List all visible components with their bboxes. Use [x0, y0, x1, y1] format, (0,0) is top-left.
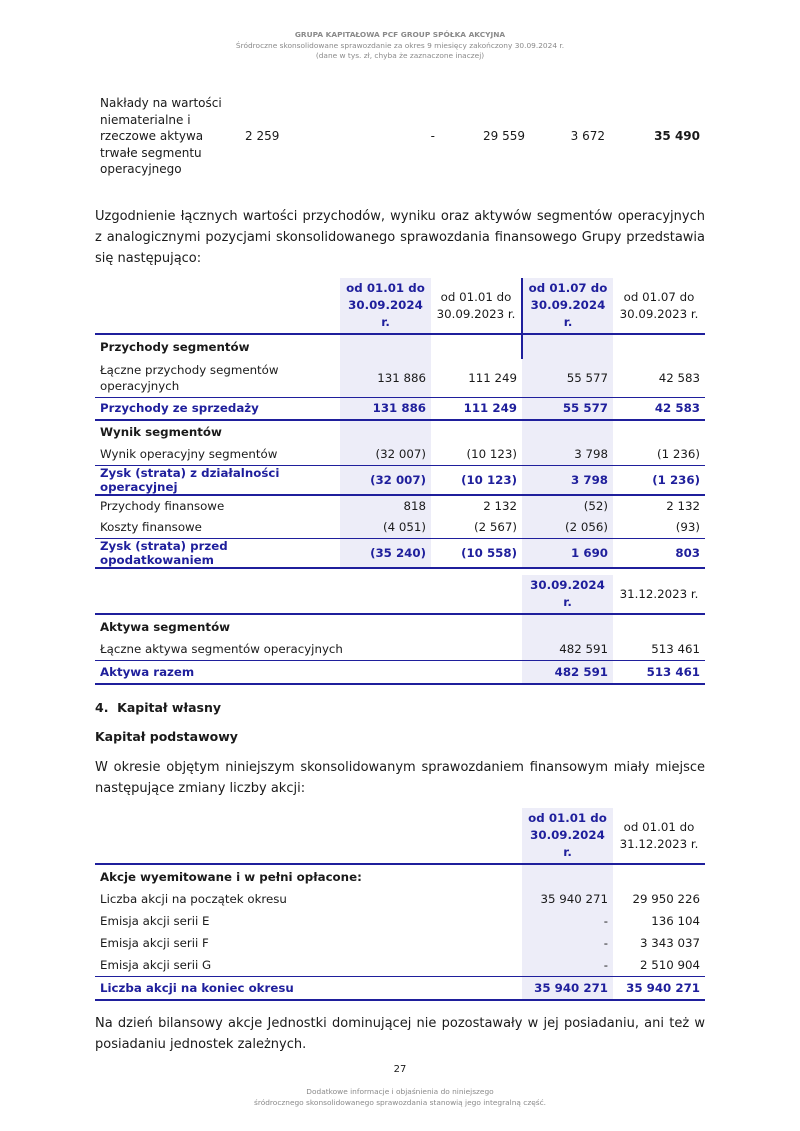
table-row: Przychody ze sprzedaży 131 886 111 249 55 577 42 583: [95, 397, 705, 420]
reconciliation-paragraph: Uzgodnienie łącznych wartości przychodów, wyniku oraz aktywów segmentów operacyjnych z analogicznymi pozycjami skonsolidowanego sprawozdania finansowego Grupy przedstawia się następująco:: [95, 209, 705, 266]
shares-table: [95, 808, 705, 1001]
t1-header-col4: od 01.07 do 30.09.2023 r.: [613, 278, 705, 334]
capex-value-4: 3 672: [570, 129, 605, 144]
t1-header-col2: od 01.01 do 30.09.2023 r.: [431, 278, 522, 334]
table-row: Emisja akcji serii F - 3 343 037: [95, 932, 705, 954]
table-row: Łączne aktywa segmentów operacyjnych 482 591 513 461: [95, 638, 705, 660]
segment-assets-table: [95, 575, 705, 685]
t1-header-col1: od 01.01 do 30.09.2024 r.: [340, 278, 431, 334]
capex-value-total: 35 490: [654, 129, 700, 144]
header-units-note: (dane w tys. zł, chyba że zaznaczone inaczej): [315, 51, 485, 60]
table-row: Koszty finansowe (4 051) (2 567) (2 056) (93): [95, 517, 705, 539]
treasury-shares-paragraph: Na dzień bilansowy akcje Jednostki dominującej nie pozostawały w jej posiadaniu, ani też w posiadaniu jednostek zależnych.: [95, 1016, 705, 1052]
t3-header-col2: od 01.01 do 31.12.2023 r.: [613, 808, 705, 864]
subsection-heading: Kapitał podstawowy: [95, 729, 238, 744]
table-row: Zysk (strata) z działalności operacyjnej (32 007) (10 123) 3 798 (1 236): [95, 465, 705, 495]
page-header: [0, 30, 800, 62]
capex-label: Nakłady na wartości niematerialne i rzeczowe aktywa trwałe segmentu operacyjnego: [100, 96, 222, 176]
capex-row: [95, 95, 705, 178]
footer-line-1: Dodatkowe informacje i objaśnienia do niniejszego: [306, 1087, 494, 1096]
t1-header-col3: od 01.07 do 30.09.2024 r.: [522, 278, 613, 334]
t3-header-col1: od 01.01 do 30.09.2024 r.: [522, 808, 613, 864]
table-row: Przychody finansowe 818 2 132 (52) 2 132: [95, 495, 705, 517]
segments-reconciliation-table: [95, 278, 705, 569]
header-company: GRUPA KAPITAŁOWA PCF GROUP SPÓŁKA AKCYJNA: [294, 30, 506, 39]
shares-paragraph: W okresie objętym niniejszym skonsolidowanym sprawozdaniem finansowym miały miejsce następujące zmiany liczby akcji:: [95, 760, 705, 796]
header-report-title: Śródroczne skonsolidowane sprawozdanie za okres 9 miesięcy zakończony 30.09.2024 r.: [235, 40, 565, 50]
table-row: Liczba akcji na koniec okresu 35 940 271 35 940 271: [95, 976, 705, 1000]
t1-section-result: Wynik segmentów: [100, 425, 222, 439]
t2-section: Aktywa segmentów: [100, 619, 231, 634]
page-number: 27: [393, 1064, 407, 1075]
section-heading: 4. Kapitał własny: [95, 700, 222, 715]
t2-header-col2: 31.12.2023 r.: [613, 575, 705, 614]
table-row: Emisja akcji serii G - 2 510 904: [95, 954, 705, 976]
table-row: Aktywa razem 482 591 513 461: [95, 660, 705, 684]
capex-value-2: -: [430, 129, 435, 144]
table-row: Liczba akcji na początek okresu 35 940 271 29 950 226: [95, 888, 705, 910]
footer-line-2: śródrocznego skonsolidowanego sprawozdania stanowią jego integralną część.: [253, 1097, 547, 1107]
table-row: Łączne przychody segmentów operacyjnych 131 886 111 249 55 577 42 583: [95, 359, 705, 397]
table-row: Zysk (strata) przed opodatkowaniem (35 240) (10 558) 1 690 803: [95, 539, 705, 569]
t3-section: Akcje wyemitowane i w pełni opłacone:: [100, 869, 362, 884]
t1-section-revenue: Przychody segmentów: [100, 340, 250, 354]
t2-header-col1: 30.09.2024 r.: [522, 575, 613, 614]
table-row: Wynik operacyjny segmentów (32 007) (10 123) 3 798 (1 236): [95, 443, 705, 465]
capex-value-3: 29 559: [483, 129, 525, 144]
page-footer: [0, 1087, 800, 1108]
capex-value-1: 2 259: [245, 129, 280, 144]
table-row: Emisja akcji serii E - 136 104: [95, 910, 705, 932]
